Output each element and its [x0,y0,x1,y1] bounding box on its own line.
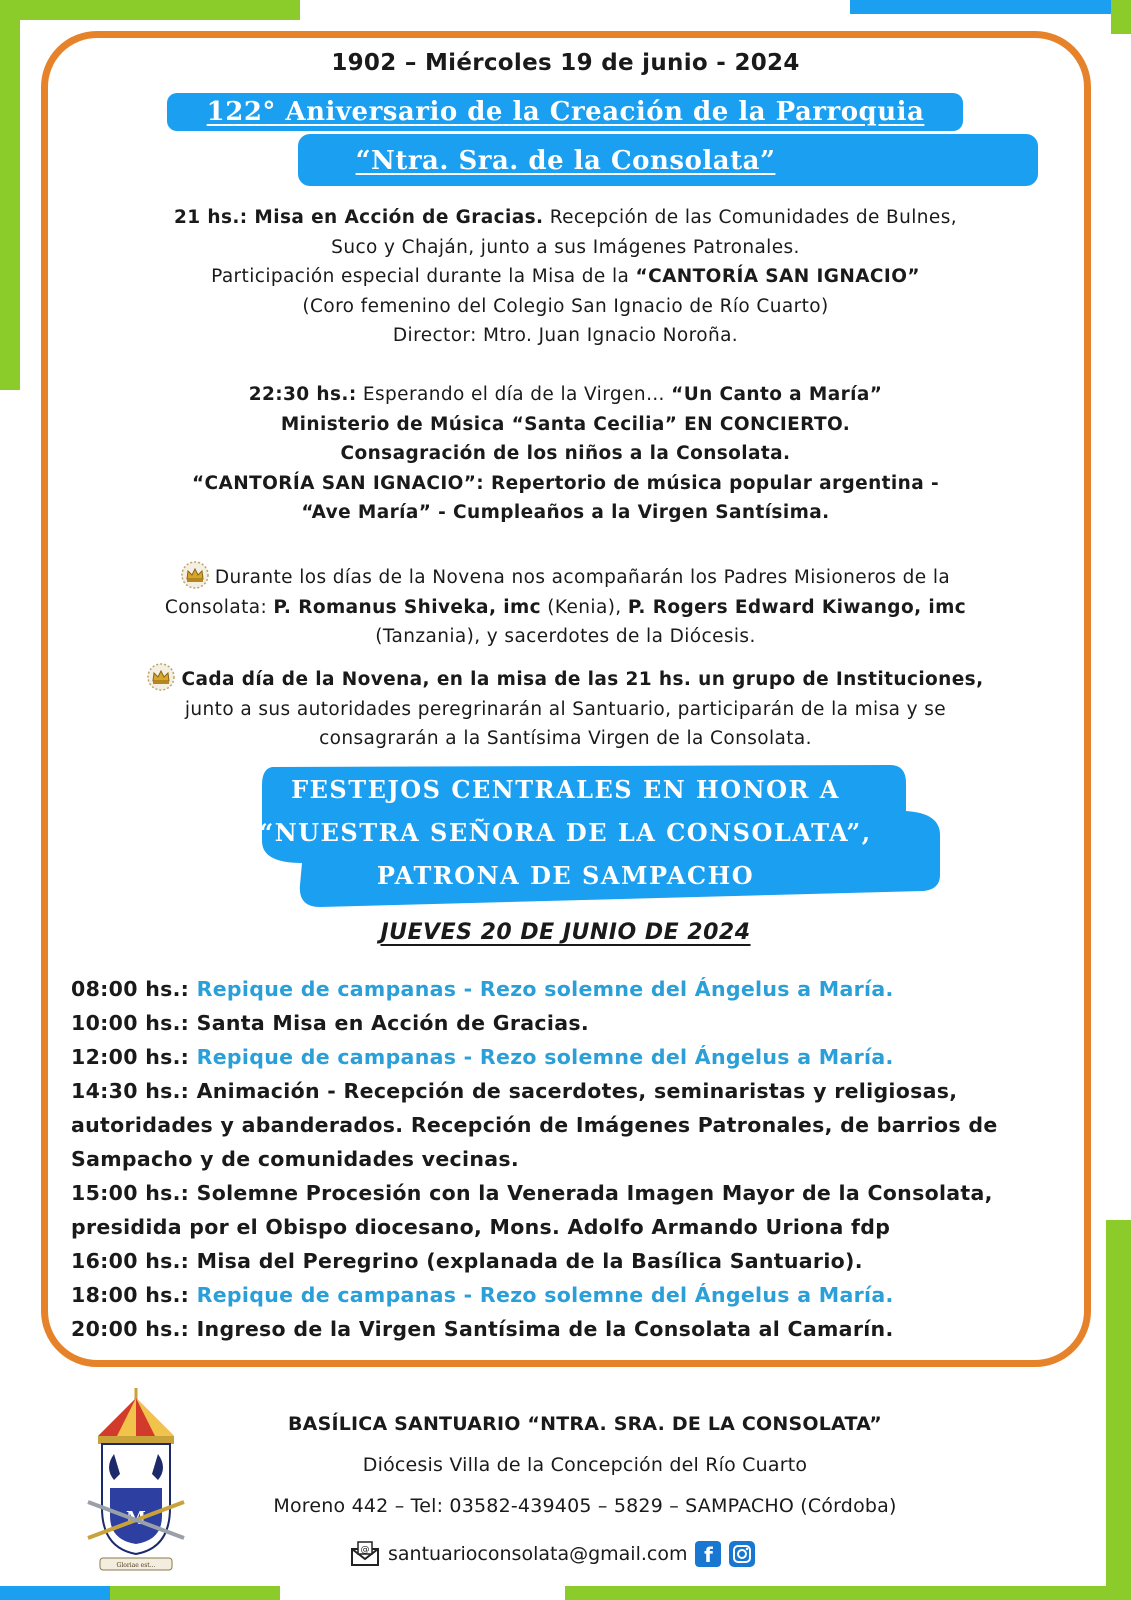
instagram-icon[interactable] [729,1541,755,1567]
email-icon [350,1541,380,1567]
festejos-line-2: “NUESTRA SEÑORA DE LA CONSOLATA”, [259,818,872,847]
diocese-name: Diócesis Villa de la Concepción del Río Cuarto [362,1454,808,1476]
crown-icon [147,663,175,691]
schedule-row: 10:00 hs.: Santa Misa en Acción de Gracias. [71,1011,589,1035]
blue-bar-top-right [850,0,1131,14]
date-line: 1902 – Miércoles 19 de junio - 2024 [331,50,800,76]
green-bar-right [1106,1220,1131,1600]
day-title: JUEVES 20 DE JUNIO DE 2024 [380,920,751,945]
schedule-list [71,972,1066,1346]
basilica-name: BASÍLICA SANTUARIO “NTRA. SRA. DE LA CONSOLATA” [287,1413,882,1435]
novena-institutions: Cada día de la Novena, en la misa de las 21 hs. un grupo de Instituciones, junto a sus autoridades peregrinarán al Santuario, participarán de la misa y se consagrarán a la Santísima Virgen de la Consolata. [60,663,1071,754]
email-address[interactable]: santuarioconsolata@gmail.com [388,1543,688,1565]
green-bar-bottom-right [565,1586,1131,1600]
schedule-row: 08:00 hs.: Repique de campanas - Rezo solemne del Ángelus a María. [71,977,894,1001]
blue-bar-bottom-left [0,1586,110,1600]
green-bar-top-right [1111,0,1131,34]
svg-text:@: @ [360,1545,370,1555]
festejos-line-1: FESTEJOS CENTRALES EN HONOR A [291,775,840,804]
schedule-row: 18:00 hs.: Repique de campanas - Rezo solemne del Ángelus a María. [71,1283,894,1307]
concert-block: 22:30 hs.: Esperando el día de la Virgen… “Un Canto a María” Ministerio de Música “Santa Cecilia” EN CONCIERTO. Consagración de los niños a la Consolata. “CANTORÍA SAN IGNACIO”: Repertorio de música popular argentina - “Ave María” - Cumpleaños a la Virgen Santísima. [191,384,940,523]
address-line: Moreno 442 – Tel: 03582-439405 – 5829 – SAMPACHO (Córdoba) [273,1495,897,1517]
seal-icon [80,1388,192,1578]
festejos-line-3: PATRONA DE SAMPACHO [376,861,755,890]
novena-missionaries: Durante los días de la Novena nos acompañarán los Padres Misioneros de la Consolata: P. Romanus Shiveka, imc (Kenia), P. Rogers Edward Kiwango, imc (Tanzania), y sacerdotes de la Diócesis. [60,561,1071,652]
parish-name: “Ntra. Sra. de la Consolata” [355,146,776,176]
schedule-row: 14:30 hs.: Animación - Recepción de sacerdotes, seminaristas y religiosas, autoridades y abanderados. Recepción de Imágenes Patronales, de barrios de Sampacho y de comunidades vecinas. [71,1079,998,1171]
green-bar-bottom-left [110,1586,280,1600]
svg-text:Gloriae est...: Gloriae est... [116,1562,156,1569]
schedule-row: 15:00 hs.: Solemne Procesión con la Venerada Imagen Mayor de la Consolata, presidida por el Obispo diocesano, Mons. Adolfo Armando Uriona fdp [71,1181,993,1239]
schedule-row: 20:00 hs.: Ingreso de la Virgen Santísima de la Consolata al Camarín. [71,1317,894,1341]
facebook-icon[interactable]: f [695,1541,721,1567]
mass-block: 21 hs.: Misa en Acción de Gracias. Recepción de las Comunidades de Bulnes, Suco y Chaján, junto a sus Imágenes Patronales. Participación especial durante la Misa de la “CANTORÍA SAN IGNACIO” (Coro femenino del Colegio San Ignacio de Río Cuarto) Director: Mtro. Juan Ignacio Noroña. [173,207,958,346]
crown-icon [181,561,209,589]
anniversary-title: 122° Aniversario de la Creación de la Parroquia [206,97,925,127]
green-bar-top-left [0,0,300,20]
schedule-row: 16:00 hs.: Misa del Peregrino (explanada de la Basílica Santuario). [71,1249,863,1273]
contact-row [350,1538,755,1570]
schedule-row: 12:00 hs.: Repique de campanas - Rezo solemne del Ángelus a María. [71,1045,894,1069]
